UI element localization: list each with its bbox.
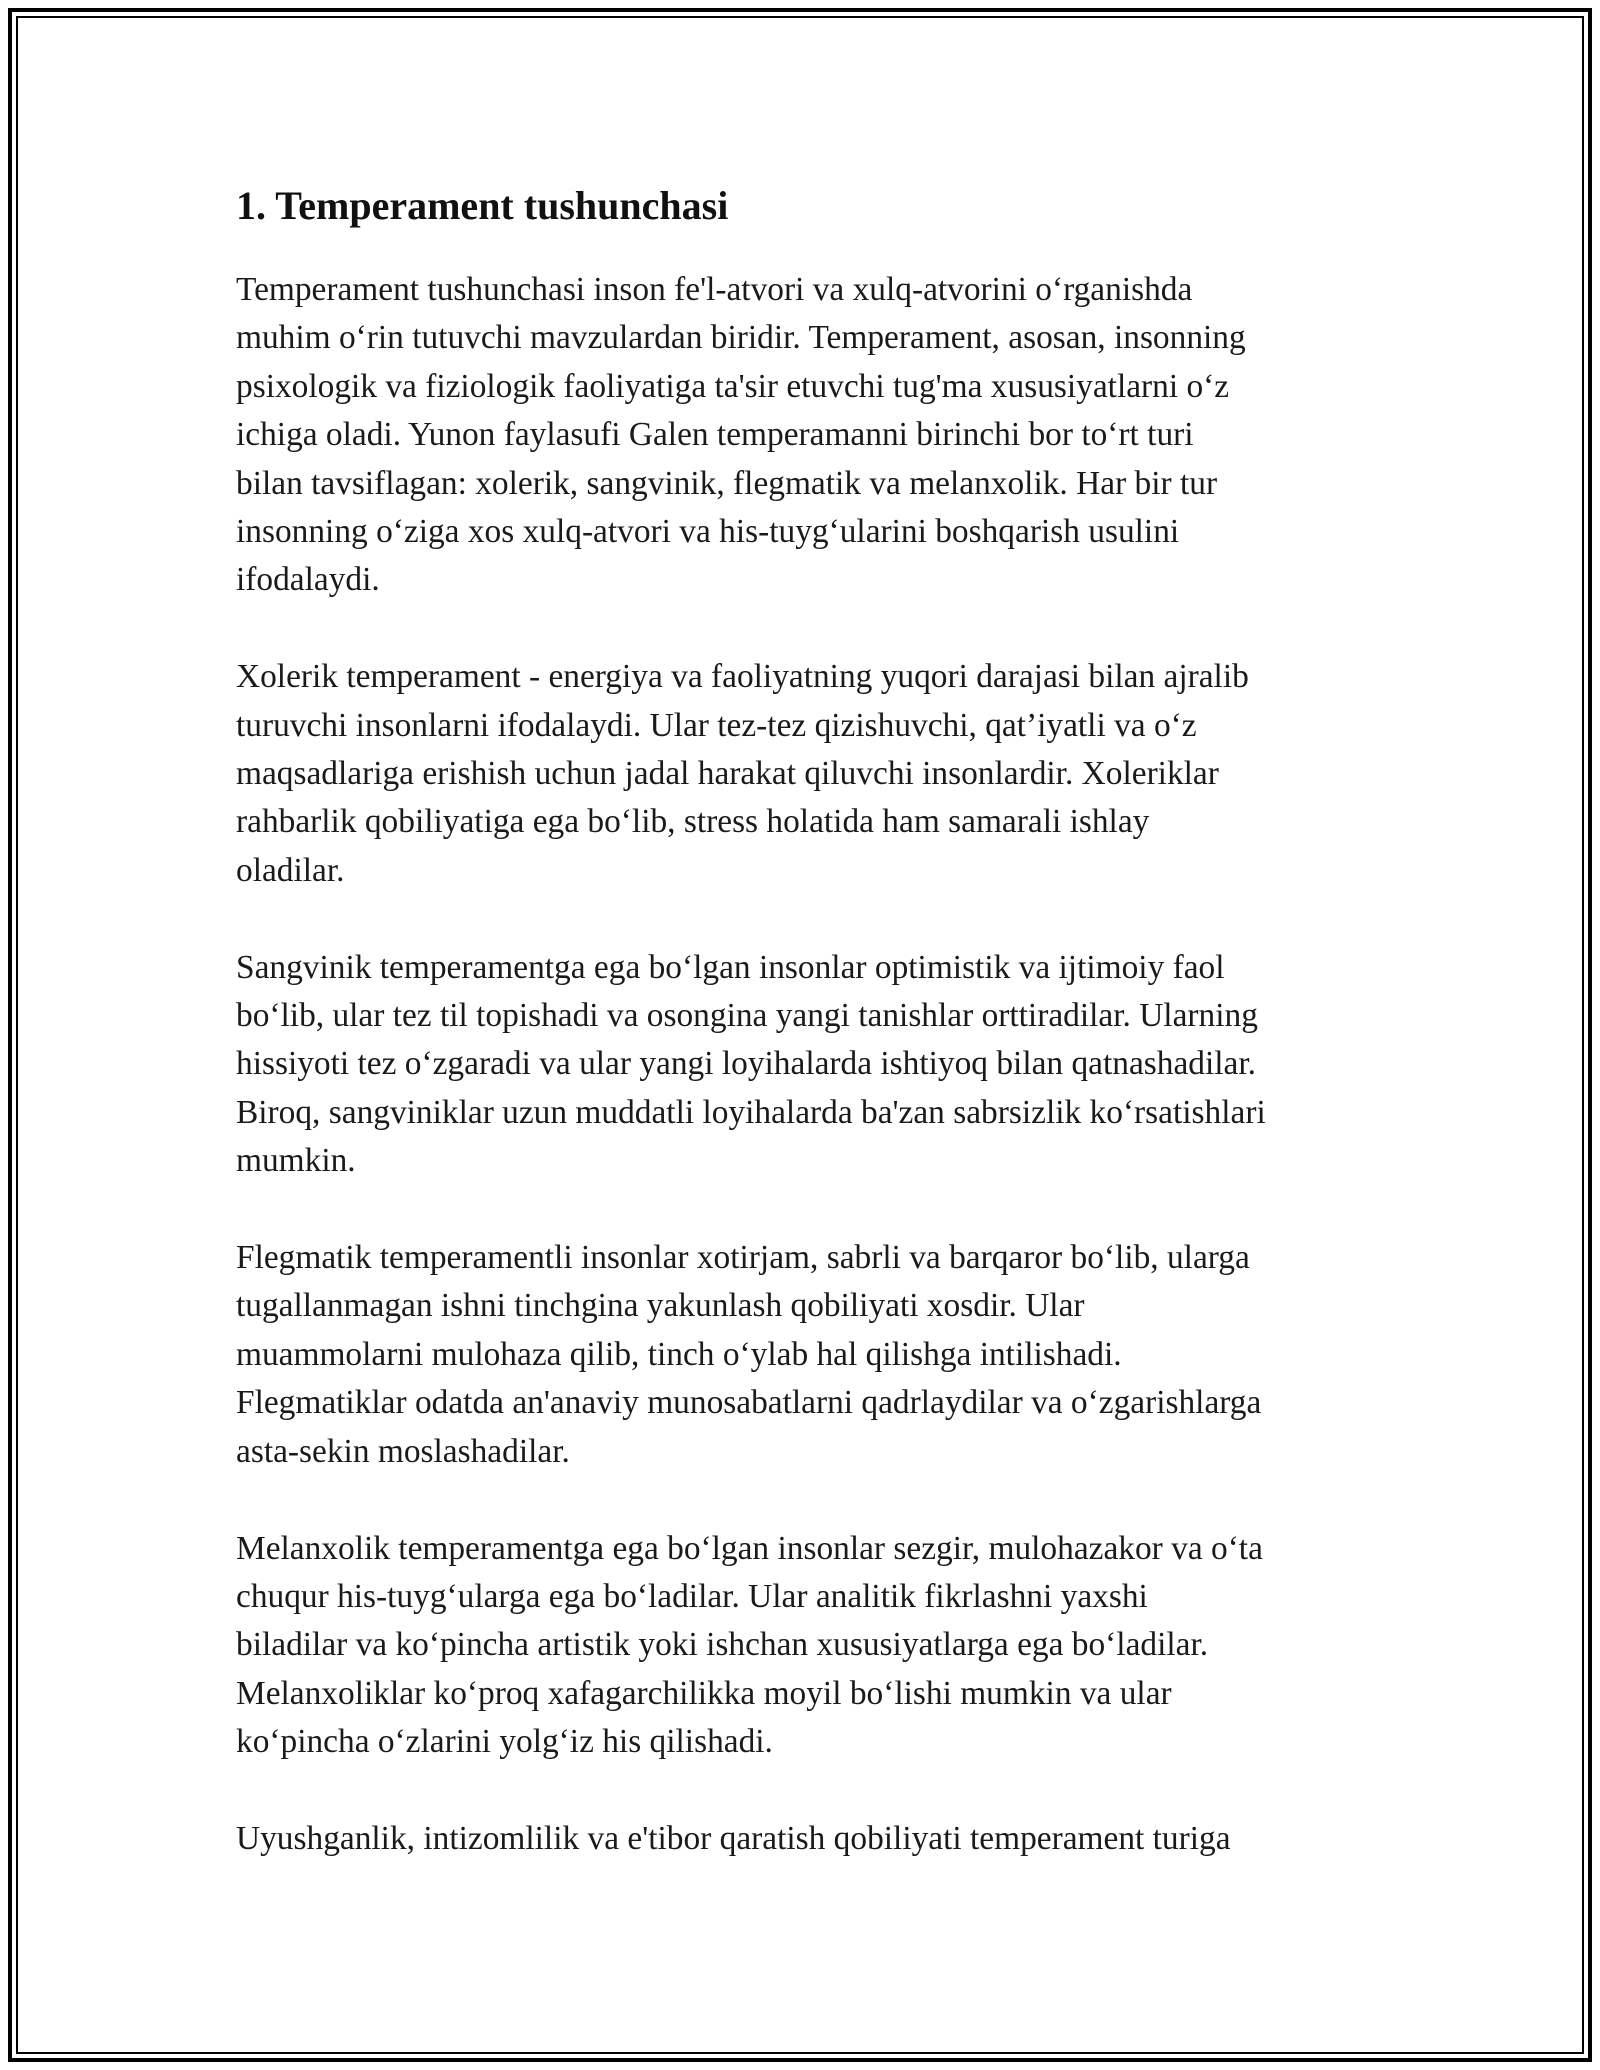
text-line: insonning o‘ziga xos xulq-atvori va his-tuyg‘ularini boshqarish usulini	[236, 513, 1180, 551]
text-line: Uyushganlik, intizomlilik va e'tibor qaratish qobiliyati temperament turiga	[236, 1819, 1231, 1857]
text-line: psixologik va fiziologik faoliyatiga ta'sir etuvchi tug'ma xususiyatlarni o‘z	[236, 367, 1230, 405]
text-line: tugallanmagan ishni tinchgina yakunlash qobiliyati xosdir. Ular	[236, 1287, 1085, 1325]
text-line: oladilar.	[236, 851, 345, 889]
text-line: Flegmatiklar odatda an'anaviy munosabatlarni qadrlaydilar va o‘zgarishlarga	[236, 1384, 1262, 1422]
text-line: bo‘lib, ular tez til topishadi va osongina yangi tanishlar orttiradilar. Ularning	[236, 997, 1258, 1035]
paragraph-sangvinik	[236, 944, 1386, 1186]
text-line: rahbarlik qobiliyatiga ega bo‘lib, stress holatida ham samarali ishlay	[236, 803, 1150, 841]
paragraph-flegmatik	[236, 1234, 1386, 1476]
text-line: bilan tavsiflagan: xolerik, sangvinik, flegmatik va melanxolik. Har bir tur	[236, 464, 1218, 502]
text-line: asta-sekin moslashadilar.	[236, 1432, 570, 1470]
text-line: Flegmatik temperamentli insonlar xotirjam, sabrli va barqaror bo‘lib, ularga	[236, 1239, 1250, 1277]
text-line: ifodalaydi.	[236, 561, 380, 599]
text-line: ichiga oladi. Yunon faylasufi Galen temperamanni birinchi bor to‘rt turi	[236, 416, 1194, 454]
paragraph-intro	[236, 266, 1386, 605]
paragraph-melanxolik	[236, 1525, 1386, 1767]
paragraph-xolerik	[236, 653, 1386, 895]
text-line: Biroq, sangviniklar uzun muddatli loyihalarda ba'zan sabrsizlik ko‘rsatishlari	[236, 1093, 1266, 1131]
text-line: ko‘pincha o‘zlarini yolg‘iz his qilishadi.	[236, 1723, 773, 1761]
text-line: Melanxolik temperamentga ega bo‘lgan insonlar sezgir, mulohazakor va o‘ta	[236, 1529, 1263, 1567]
text-line: maqsadlariga erishish uchun jadal harakat qiluvchi insonlardir. Xoleriklar	[236, 755, 1219, 793]
text-line: Melanxoliklar ko‘proq xafagarchilikka moyil bo‘lishi mumkin va ular	[236, 1674, 1172, 1712]
text-line: Temperament tushunchasi inson fe'l-atvori va xulq-atvorini o‘rganishda	[236, 271, 1193, 308]
text-line: mumkin.	[236, 1142, 356, 1180]
section-heading: 1. Temperament tushunchasi	[236, 183, 729, 228]
text-line: muammolarni mulohaza qilib, tinch o‘ylab hal qilishga intilishadi.	[236, 1335, 1122, 1373]
text-line: turuvchi insonlarni ifodalaydi. Ular tez-tez qizishuvchi, qat’iyatli va o‘z	[236, 706, 1197, 744]
paragraph-uyushganlik	[236, 1815, 1386, 1863]
text-line: hissiyoti tez o‘zgaradi va ular yangi loyihalarda ishtiyoq bilan qatnashadilar.	[236, 1045, 1256, 1083]
text-line: Xolerik temperament - energiya va faoliyatning yuqori darajasi bilan ajralib	[236, 658, 1249, 696]
text-line: chuqur his-tuyg‘ularga ega bo‘ladilar. Ular analitik fikrlashni yaxshi	[236, 1577, 1148, 1615]
document-body	[236, 178, 1386, 1912]
text-line: biladilar va ko‘pincha artistik yoki ishchan xususiyatlarga ega bo‘ladilar.	[236, 1626, 1209, 1664]
text-line: muhim o‘rin tutuvchi mavzulardan biridir. Temperament, asosan, insonning	[236, 319, 1246, 357]
text-line: Sangvinik temperamentga ega bo‘lgan insonlar optimistik va ijtimoiy faol	[236, 948, 1225, 986]
